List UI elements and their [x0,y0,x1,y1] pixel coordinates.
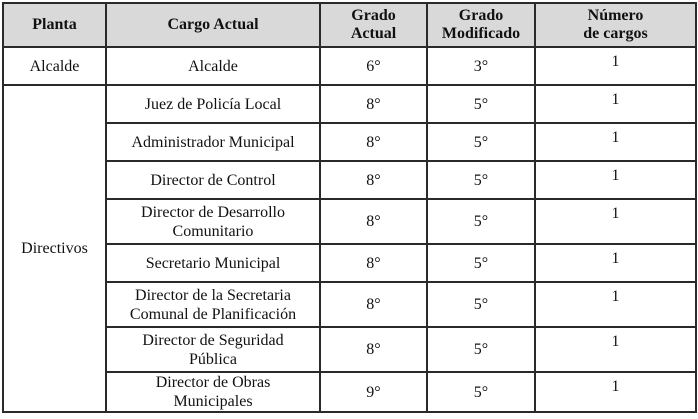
table-row [3,123,696,161]
table-row [3,372,696,412]
grado-modificado-cell: 5° [427,244,535,282]
cargo-cell: Juez de Policía Local [106,85,320,123]
table-container [2,2,697,413]
header-row [3,3,696,47]
numero-cell: 1 [535,85,696,123]
grado-actual-cell: 6° [320,47,427,85]
cargo-cell: Director de Obras Municipales [106,372,320,412]
cargo-cell: Alcalde [106,47,320,85]
grado-modificado-cell: 5° [427,372,535,412]
numero-cell: 1 [535,123,696,161]
cargo-cell: Administrador Municipal [106,123,320,161]
grado-actual-cell: 8° [320,161,427,199]
header-grado-actual: Grado Actual [320,3,427,47]
header-cargo-actual: Cargo Actual [106,3,320,47]
numero-cell: 1 [535,47,696,85]
grado-actual-cell: 8° [320,199,427,244]
numero-cell: 1 [535,372,696,412]
grado-actual-cell: 8° [320,85,427,123]
cargo-cell: Director de la Secretaria Comunal de Planificación [106,282,320,327]
cargo-cell: Secretario Municipal [106,244,320,282]
table-row [3,85,696,123]
table-row [3,161,696,199]
header-planta: Planta [3,3,106,47]
numero-cell: 1 [535,199,696,244]
cargo-cell: Director de Desarrollo Comunitario [106,199,320,244]
table-row [3,282,696,327]
grado-actual-cell: 8° [320,282,427,327]
table-row [3,327,696,372]
cargo-cell: Director de Control [106,161,320,199]
numero-cell: 1 [535,244,696,282]
numero-cell: 1 [535,282,696,327]
grado-modificado-cell: 5° [427,327,535,372]
grado-actual-cell: 8° [320,327,427,372]
grado-modificado-cell: 5° [427,282,535,327]
cargo-cell: Director de Seguridad Pública [106,327,320,372]
cargos-table [2,2,697,413]
planta-cell: Alcalde [3,47,106,85]
header-grado-modificado: Grado Modificado [427,3,535,47]
numero-cell: 1 [535,327,696,372]
table-row-alcalde [3,47,696,85]
grado-modificado-cell: 5° [427,123,535,161]
grado-actual-cell: 8° [320,123,427,161]
grado-modificado-cell: 5° [427,85,535,123]
table-row [3,244,696,282]
header-numero-cargos: Número de cargos [535,3,696,47]
grado-actual-cell: 8° [320,244,427,282]
grado-modificado-cell: 5° [427,161,535,199]
table-row [3,199,696,244]
grado-modificado-cell: 3° [427,47,535,85]
grado-actual-cell: 9° [320,372,427,412]
planta-cell-directivos: Directivos [3,85,106,412]
numero-cell: 1 [535,161,696,199]
grado-modificado-cell: 5° [427,199,535,244]
